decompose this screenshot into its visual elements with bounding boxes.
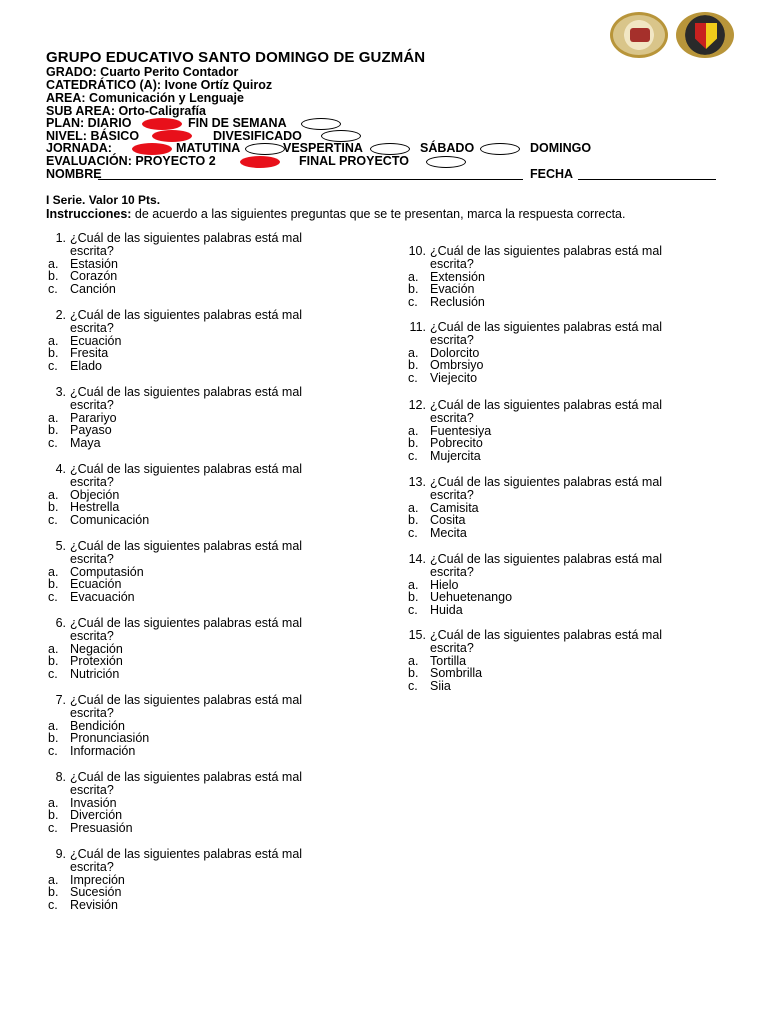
question-number: 1. — [55, 231, 66, 245]
fecha-field[interactable] — [578, 179, 716, 180]
catedratico-line: CATEDRÁTICO (A): Ivone Ortíz Quiroz — [46, 78, 273, 92]
question-stem: ¿Cuál de las siguientes palabras está mal — [70, 231, 303, 245]
nivel-div-label: DIVESIFICADO — [213, 129, 302, 143]
option-text: Negación — [70, 641, 123, 656]
option-letter: a. — [48, 718, 59, 733]
option-letter: c. — [408, 526, 418, 541]
question-stem: ¿Cuál de las siguientes palabras está mal — [70, 847, 303, 861]
option-text: Impreción — [70, 872, 125, 887]
question-5 — [26, 540, 326, 604]
answer-option[interactable] — [26, 899, 326, 912]
option-letter: a. — [48, 872, 59, 887]
question-number: 10. — [408, 244, 426, 258]
option-letter: a. — [48, 795, 59, 810]
jornada-sab-label: SÁBADO — [420, 141, 475, 155]
option-letter: c. — [408, 603, 418, 618]
option-letter: a. — [48, 333, 59, 348]
option-letter: b. — [48, 731, 59, 746]
plan-label: PLAN: DIARIO — [46, 116, 132, 130]
option-letter: b. — [408, 666, 419, 681]
option-letter: a. — [48, 256, 59, 271]
question-stem-row — [386, 553, 686, 566]
option-letter: c. — [408, 679, 418, 694]
question-stem: ¿Cuál de las siguientes palabras está mal — [70, 539, 303, 553]
option-letter: a. — [408, 577, 419, 592]
answer-option[interactable] — [26, 283, 326, 296]
answer-option[interactable] — [386, 604, 686, 617]
answer-option[interactable] — [26, 437, 326, 450]
option-text: Cosita — [430, 513, 466, 528]
option-letter: b. — [408, 590, 419, 605]
option-letter: a. — [48, 487, 59, 502]
option-text: Maya — [70, 436, 101, 451]
nombre-field[interactable] — [98, 179, 523, 180]
question-stem: ¿Cuál de las siguientes palabras está mal — [70, 693, 303, 707]
answer-option[interactable] — [386, 372, 686, 385]
question-stem-end: escrita? — [70, 243, 114, 258]
instructions-text: de acuerdo a las siguientes preguntas que se te presentan, marca la respuesta correcta. — [131, 207, 626, 221]
question-stem-row — [26, 540, 326, 553]
option-letter: b. — [408, 358, 419, 373]
question-stem-continuation — [386, 334, 686, 347]
option-text: Fresita — [70, 346, 109, 361]
evaluacion-final-label: FINAL PROYECTO — [299, 154, 409, 168]
option-letter: a. — [408, 269, 419, 284]
question-7 — [26, 694, 326, 758]
plan-diario-option-selected[interactable] — [142, 118, 182, 130]
option-text: Ecuación — [70, 577, 122, 592]
plan-fin-option[interactable] — [301, 118, 341, 130]
question-stem-continuation — [26, 399, 326, 412]
question-number: 13. — [408, 475, 426, 489]
question-10 — [386, 245, 686, 309]
answer-option[interactable] — [386, 296, 686, 309]
option-letter: b. — [408, 436, 419, 451]
question-stem-end: escrita? — [70, 782, 114, 797]
question-stem: ¿Cuál de las siguientes palabras está mal — [70, 308, 303, 322]
question-stem-row — [386, 321, 686, 334]
question-stem: ¿Cuál de las siguientes palabras está mal — [430, 398, 663, 412]
question-stem-end: escrita? — [430, 487, 474, 502]
option-letter: b. — [48, 269, 59, 284]
evaluacion-final-option[interactable] — [426, 156, 466, 168]
nivel-label: NIVEL: BÁSICO — [46, 129, 140, 143]
option-letter: b. — [48, 423, 59, 438]
option-text: Siia — [430, 679, 451, 694]
plan-fin-label: FIN DE SEMANA — [188, 116, 287, 130]
question-stem-row — [26, 309, 326, 322]
question-stem-row — [386, 245, 686, 258]
question-stem-row — [386, 399, 686, 412]
option-text: Mujercita — [430, 449, 481, 464]
option-letter: c. — [48, 744, 58, 759]
option-letter: a. — [48, 410, 59, 425]
question-stem-end: escrita? — [430, 564, 474, 579]
answer-option[interactable] — [26, 360, 326, 373]
option-text: Dolorcito — [430, 345, 480, 360]
question-number: 8. — [55, 770, 66, 784]
option-text: Ombrsiyo — [430, 358, 484, 373]
option-letter: c. — [48, 513, 58, 528]
question-stem-end: escrita? — [430, 332, 474, 347]
option-text: Mecita — [430, 526, 467, 541]
option-letter: c. — [48, 436, 58, 451]
question-stem-row — [26, 386, 326, 399]
question-stem: ¿Cuál de las siguientes palabras está mal — [70, 770, 303, 784]
question-stem-continuation — [26, 707, 326, 720]
question-stem-continuation — [386, 258, 686, 271]
question-stem-continuation — [26, 630, 326, 643]
option-text: Hestrella — [70, 500, 120, 515]
option-text: Información — [70, 744, 136, 759]
question-9 — [26, 848, 326, 912]
question-stem-end: escrita? — [430, 410, 474, 425]
jornada-dom-label: DOMINGO — [530, 141, 592, 155]
jornada-sab-option[interactable] — [480, 143, 520, 155]
nombre-label: NOMBRE — [46, 167, 102, 181]
question-stem-end: escrita? — [70, 474, 114, 489]
option-text: Computasión — [70, 564, 144, 579]
grado-line: GRADO: Cuarto Perito Contador — [46, 65, 239, 79]
question-stem-end: escrita? — [70, 551, 114, 566]
answer-option[interactable] — [26, 668, 326, 681]
question-stem-continuation — [26, 861, 326, 874]
option-text: Pronunciasión — [70, 731, 150, 746]
option-text: Huida — [430, 603, 463, 618]
instructions — [46, 207, 625, 221]
question-stem: ¿Cuál de las siguientes palabras está mal — [430, 320, 663, 334]
option-text: Comunicación — [70, 513, 150, 528]
option-letter: c. — [48, 282, 58, 297]
option-text: Extensión — [430, 269, 485, 284]
option-text: Evación — [430, 282, 475, 297]
option-letter: b. — [408, 513, 419, 528]
question-stem-end: escrita? — [430, 256, 474, 271]
question-stem-row — [386, 476, 686, 489]
answer-option[interactable] — [386, 680, 686, 693]
option-letter: b. — [48, 346, 59, 361]
option-text: Sombrilla — [430, 666, 483, 681]
option-text: Nutrición — [70, 667, 120, 682]
question-2 — [26, 309, 326, 373]
option-letter: b. — [408, 282, 419, 297]
instructions-label: Instrucciones: — [46, 207, 132, 221]
question-number: 4. — [55, 462, 66, 476]
option-text: Presuasión — [70, 821, 133, 836]
question-13 — [386, 476, 686, 540]
option-text: Elado — [70, 359, 102, 374]
option-letter: b. — [48, 885, 59, 900]
question-stem: ¿Cuál de las siguientes palabras está mal — [430, 244, 663, 258]
question-stem-continuation — [386, 642, 686, 655]
option-letter: a. — [48, 641, 59, 656]
question-4 — [26, 463, 326, 527]
option-letter: c. — [408, 449, 418, 464]
question-stem-end: escrita? — [70, 859, 114, 874]
option-text: Parariyo — [70, 410, 117, 425]
option-letter: c. — [48, 821, 58, 836]
question-stem-row — [26, 694, 326, 707]
option-letter: b. — [48, 577, 59, 592]
option-letter: c. — [408, 295, 418, 310]
question-stem-row — [26, 771, 326, 784]
question-stem-continuation — [26, 553, 326, 566]
question-stem-row — [26, 617, 326, 630]
evaluacion-option-selected[interactable] — [240, 156, 280, 168]
jornada-ves-label: VESPERTINA — [283, 141, 363, 155]
question-stem: ¿Cuál de las siguientes palabras está mal — [430, 475, 663, 489]
answer-option[interactable] — [26, 514, 326, 527]
option-text: Tortilla — [430, 653, 467, 668]
option-text: Objeción — [70, 487, 120, 502]
question-stem: ¿Cuál de las siguientes palabras está mal — [70, 462, 303, 476]
question-3 — [26, 386, 326, 450]
question-stem-continuation — [386, 566, 686, 579]
fecha-label: FECHA — [530, 167, 574, 181]
option-letter: a. — [408, 500, 419, 515]
option-text: Protexión — [70, 654, 123, 669]
question-stem-end: escrita? — [70, 628, 114, 643]
question-number: 11. — [409, 320, 426, 334]
option-text: Hielo — [430, 577, 459, 592]
option-text: Invasión — [70, 795, 117, 810]
question-1 — [26, 232, 326, 296]
question-6 — [26, 617, 326, 681]
option-text: Corazón — [70, 269, 118, 284]
question-stem-continuation — [386, 489, 686, 502]
option-text: Pobrecito — [430, 436, 483, 451]
option-text: Evacuación — [70, 590, 135, 605]
option-letter: a. — [408, 653, 419, 668]
option-text: Payaso — [70, 423, 112, 438]
school-seal-icon — [610, 12, 668, 58]
question-stem-end: escrita? — [70, 705, 114, 720]
option-letter: c. — [48, 359, 58, 374]
question-number: 5. — [55, 539, 66, 553]
option-text: Viejecito — [430, 371, 478, 386]
question-number: 6. — [55, 616, 66, 630]
answer-option[interactable] — [386, 450, 686, 463]
question-stem: ¿Cuál de las siguientes palabras está mal — [430, 552, 663, 566]
option-letter: a. — [408, 423, 419, 438]
question-stem-end: escrita? — [430, 640, 474, 655]
option-text: Revisión — [70, 898, 118, 913]
question-stem-end: escrita? — [70, 320, 114, 335]
school-title: GRUPO EDUCATIVO SANTO DOMINGO DE GUZMÁN — [46, 49, 426, 66]
question-stem-continuation — [26, 784, 326, 797]
option-letter: b. — [48, 654, 59, 669]
option-text: Bendición — [70, 718, 125, 733]
question-number: 14. — [408, 552, 426, 566]
jornada-label: JORNADA: — [46, 141, 112, 155]
question-number: 7. — [55, 693, 66, 707]
question-15 — [386, 629, 686, 693]
answer-option[interactable] — [26, 745, 326, 758]
option-text: Reclusión — [430, 295, 485, 310]
question-stem-continuation — [386, 412, 686, 425]
option-text: Sucesión — [70, 885, 122, 900]
option-letter: b. — [48, 808, 59, 823]
option-text: Uehuetenango — [430, 590, 513, 605]
option-letter: c. — [48, 590, 58, 605]
jornada-mat-option[interactable] — [245, 143, 285, 155]
evaluacion-label: EVALUACIÓN: PROYECTO 2 — [46, 154, 216, 168]
serie-heading: I Serie. Valor 10 Pts. — [46, 193, 161, 207]
question-stem-row — [26, 232, 326, 245]
option-letter: c. — [48, 898, 58, 913]
crest-shield-icon — [676, 12, 734, 58]
question-number: 9. — [55, 847, 66, 861]
question-14 — [386, 553, 686, 617]
answer-option[interactable] — [26, 591, 326, 604]
question-stem: ¿Cuál de las siguientes palabras está mal — [430, 628, 663, 642]
area-line: AREA: Comunicación y Lenguaje — [46, 91, 244, 105]
question-number: 2. — [55, 308, 66, 322]
question-stem-row — [386, 629, 686, 642]
question-stem-row — [26, 848, 326, 861]
answer-option[interactable] — [386, 527, 686, 540]
question-stem: ¿Cuál de las siguientes palabras está mal — [70, 385, 303, 399]
question-stem: ¿Cuál de las siguientes palabras está mal — [70, 616, 303, 630]
question-11 — [386, 321, 686, 385]
option-text: Ecuación — [70, 333, 122, 348]
question-number: 12. — [408, 398, 426, 412]
option-letter: c. — [408, 371, 418, 386]
question-number: 15. — [408, 628, 426, 642]
question-stem-end: escrita? — [70, 397, 114, 412]
option-letter: a. — [48, 564, 59, 579]
answer-option[interactable] — [26, 822, 326, 835]
sub-area-line: SUB AREA: Orto-Caligrafía — [46, 104, 206, 118]
question-number: 3. — [55, 385, 66, 399]
option-letter: b. — [48, 500, 59, 515]
option-text: Camisita — [430, 500, 479, 515]
question-12 — [386, 399, 686, 463]
jornada-mat-label: MATUTINA — [176, 141, 241, 155]
option-letter: a. — [408, 345, 419, 360]
question-stem-continuation — [26, 322, 326, 335]
option-text: Canción — [70, 282, 116, 297]
option-text: Diverción — [70, 808, 123, 823]
option-letter: c. — [48, 667, 58, 682]
option-text: Fuentesiya — [430, 423, 492, 438]
option-text: Estasión — [70, 256, 118, 271]
question-stem-continuation — [26, 245, 326, 258]
question-stem-row — [26, 463, 326, 476]
question-stem-continuation — [26, 476, 326, 489]
question-8 — [26, 771, 326, 835]
